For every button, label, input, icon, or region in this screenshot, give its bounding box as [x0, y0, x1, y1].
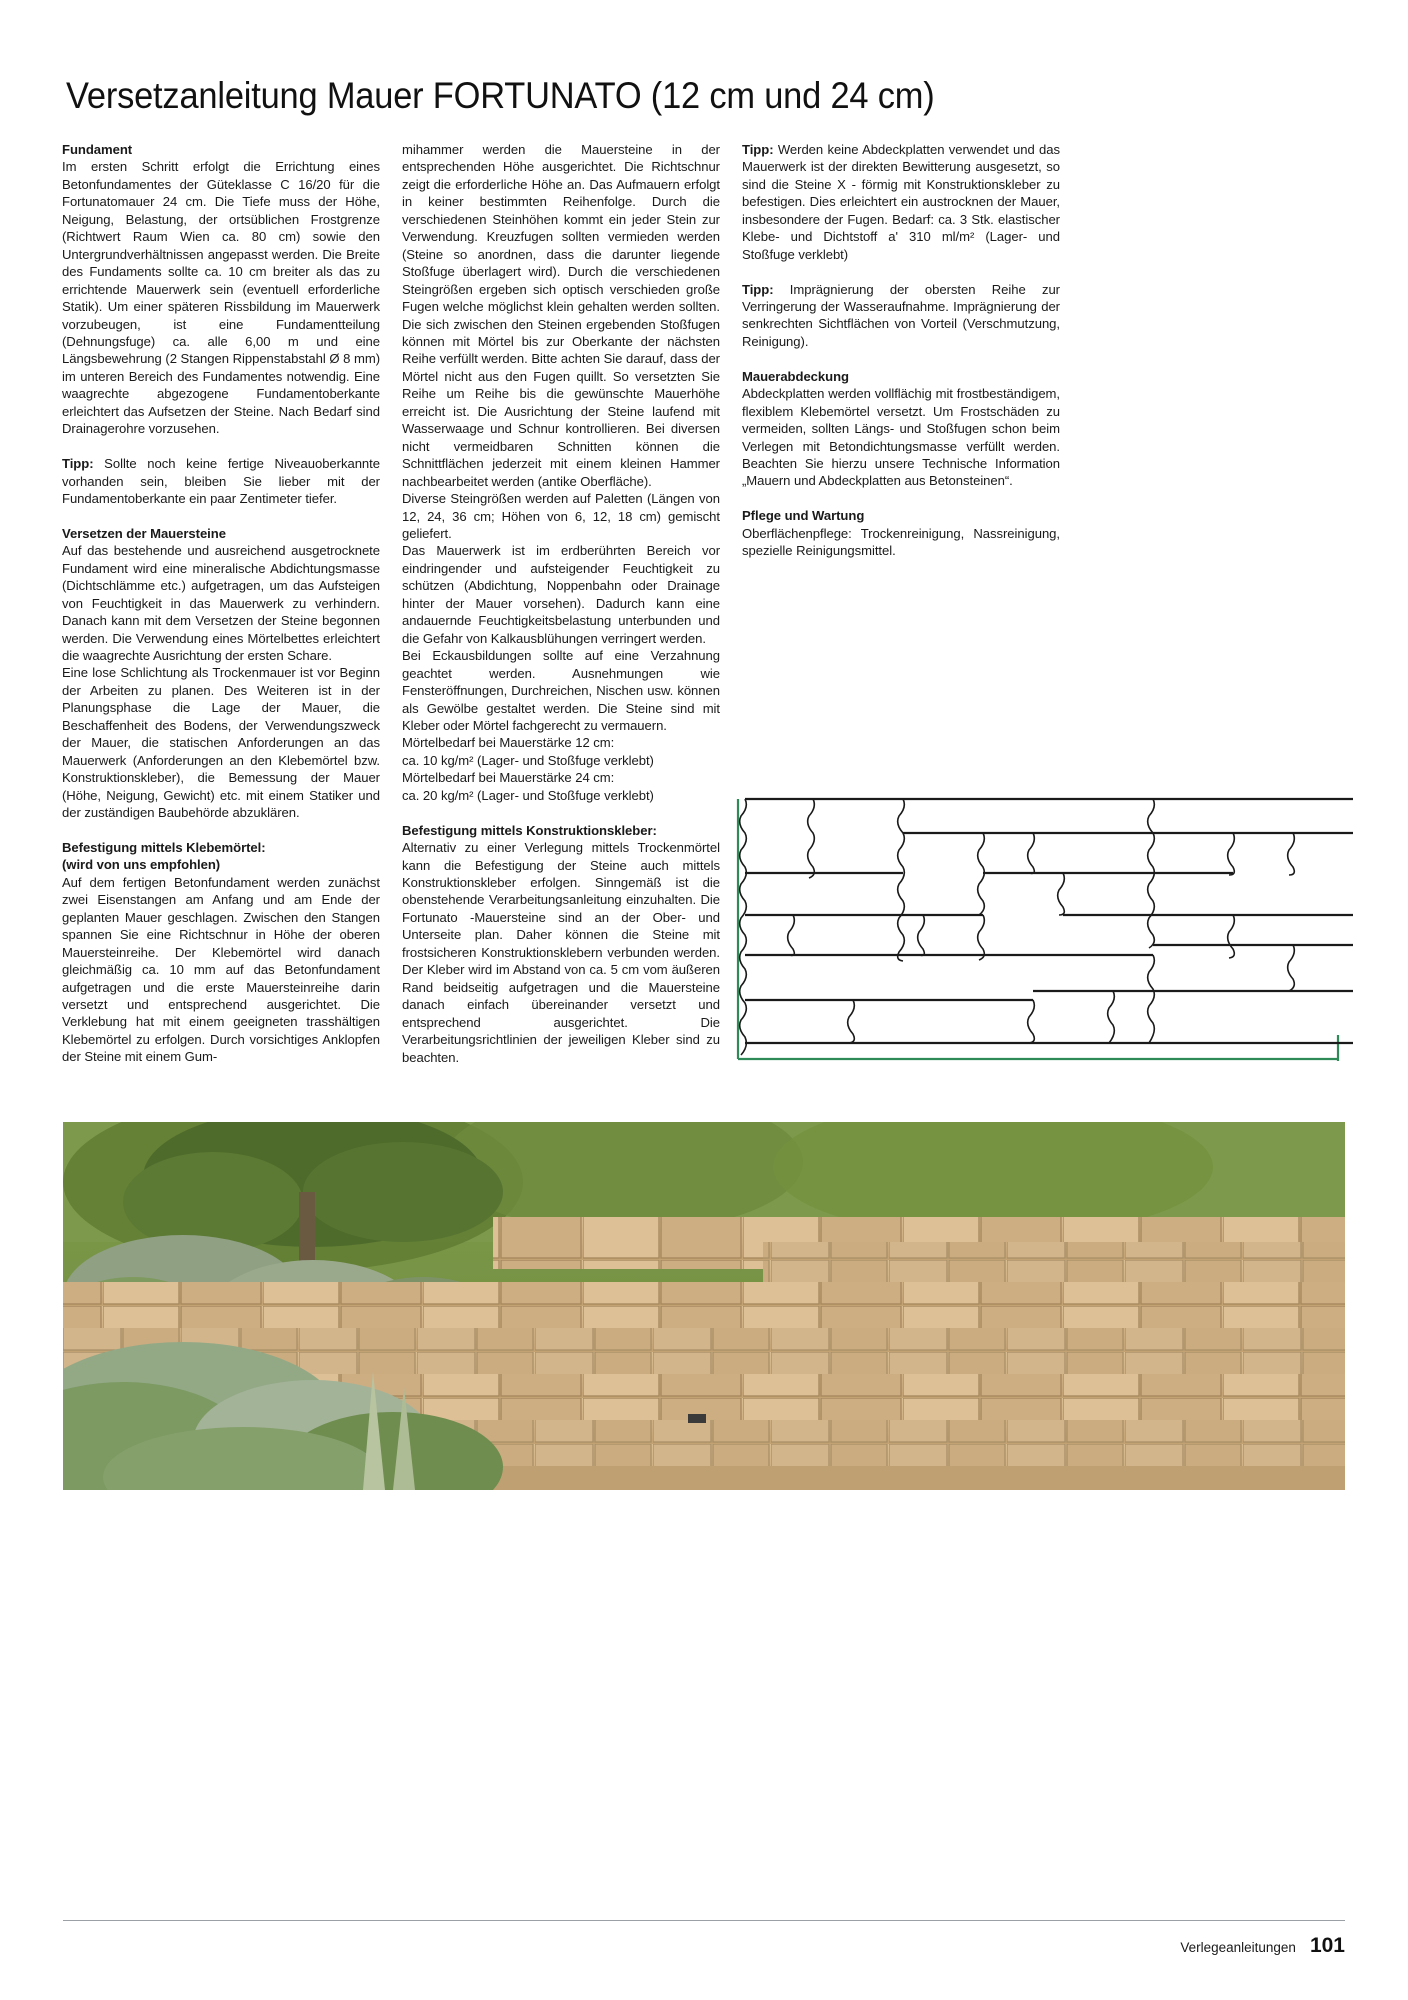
paragraph-konstruktionskleber: Alternativ zu einer Verlegung mittels Trockenmörtel kann die Befestigung der Steine auch mittels Konstruktionskleber erfolgen. Sinngemäß ist die obenstehende Verarbeitungsanleitung einzuhalten. Die Fortunato -Mauersteine sind an der Ober- und Unterseite plan. Daher können die Steine mit frostsicheren Konstruktionsklebern verbunden werden. Der Kleber wird im Abstand von ca. 5 cm vom äußeren Rand beidseitig aufgetragen und die Mauersteine danach einfach übereinander versetzt und entsprechend ausgerichtet. Die Verarbeitungsrichtlinien der jeweiligen Kleber sind zu beachten.	[402, 840, 720, 1065]
heading-versetzen-der-mauersteine: Versetzen der Mauersteine	[62, 525, 226, 541]
footer-page-number: 101	[1309, 1934, 1345, 1957]
paragraph-steingroessen: Diverse Steingrößen werden auf Paletten (Längen von 12, 24, 36 cm; Höhen von 6, 12, 18 cm) gemischt geliefert.	[402, 491, 720, 541]
paragraph-spacer	[742, 490, 1060, 507]
wall-bond-svg	[733, 795, 1353, 1065]
wall-bond-diagram	[733, 795, 1353, 1065]
heading-fundament: Fundament	[62, 142, 133, 157]
diagram-course-lines	[745, 799, 1353, 1043]
column-1	[62, 141, 380, 1066]
tip-niveauoberkante	[62, 455, 380, 507]
paragraph-moertelbedarf-24-value: ca. 20 kg/m² (Lager- und Stoßfuge verklebt)	[402, 787, 654, 803]
tip-label: Tipp:	[742, 142, 774, 157]
paragraph-klebemoertel: Auf dem fertigen Betonfundament werden zunächst zwei Eisenstangen am Anfang und am Ende der geplanten Mauer geschlagen. Zwischen den Stangen spannen Sie eine Richtschnur in Höhe der oberen Mauersteinreihe. Der Klebemörtel wird danach gleichmäßig ca. 10 mm auf das Betonfundament aufgetragen und die erste Mauersteinreihe darin versetzt und entsprechend ausgerichtet. Die Verklebung hat mit einem geeigneten trasshältigen Klebemörtel zu erfolgen. Durch vorsichtiges Anklopfen der Steine mit einem Gum-	[62, 874, 380, 1065]
paragraph-spacer	[402, 804, 720, 821]
heading-klebemoertel-line1: Befestigung mittels Klebemörtel:	[62, 839, 266, 855]
paragraph-spacer	[62, 822, 380, 839]
diagram-green-guides	[738, 799, 1338, 1061]
page-footer	[63, 1934, 1345, 1958]
paragraph-moertelbedarf-12-label: Mörtelbedarf bei Mauerstärke 12 cm:	[402, 735, 615, 751]
heading-pflege-und-wartung: Pflege und Wartung	[742, 508, 865, 524]
paragraph-versetzen-1: Auf das bestehende und ausreichend ausgetrocknete Fundament wird eine mineralische Abdichtungsmasse (Dichtschlämme etc.) aufgetragen, um das Aufsteigen von Feuchtigkeit in das Mauerwerk zu verhindern. Danach kann mit dem Versetzen der Steine begonnen werden. Die Verwendung eines Mörtelbettes erleichtert die waagrechte Ausrichtung der ersten Schare.	[62, 543, 380, 664]
diagram-head-joints	[740, 799, 1295, 1055]
heading-klebemoertel-line2: (wird von uns empfohlen)	[62, 857, 221, 873]
paragraph-eckausbildungen: Bei Eckausbildungen sollte auf eine Verzahnung geachtet werden. Ausnehmungen wie Fensteröffnungen, Durchreichen, Nischen usw. können als Gewölbe gestaltet werden. Die Steine sind mit Kleber oder Mörtel fachgerecht zu vermauern.	[402, 648, 720, 733]
paragraph-spacer	[62, 438, 380, 455]
paragraph-pflege: Oberflächenpflege: Trockenreinigung, Nassreinigung, spezielle Reinigungsmittel.	[742, 525, 1060, 559]
tip-text: Werden keine Abdeckplatten verwendet und das Mauerwerk ist der direkten Bewitterung ausgesetzt, so sind die Steine X - förmig mit Konstruktionskleber zu befestigen. Dies erleichtert ein austrocknen der Mauer, insbesondere der Fugen. Bedarf: ca. 3 Stk. elastischer Klebe- und Dichtstoff a' 310 ml/m² (Lager- und Stoßfuge verklebt)	[742, 142, 1060, 262]
paragraph-versetzen-2: Eine lose Schlichtung als Trockenmauer ist vor Beginn der Arbeiten zu planen. Des Weiteren ist in der Planungsphase die Lage der Mauer, die Beschaffenheit des Bodens, der Verwendungszweck der Mauer, die statischen Anforderungen an das Mauerwerk (Anforderungen an den Klebemörtel bzw. Konstruktionskleber), die Bemessung der Mauer (Höhe, Neigung, Gewicht) etc. mit einem Statiker und der zuständigen Baubehörde abzuklären.	[62, 665, 380, 821]
paragraph-moertelbedarf-12-value: ca. 10 kg/m² (Lager- und Stoßfuge verklebt)	[402, 752, 654, 768]
heading-mauerabdeckung: Mauerabdeckung	[742, 368, 849, 384]
page-title: Versetzanleitung Mauer FORTUNATO (12 cm und 24 cm)	[66, 74, 935, 116]
paragraph-moertelbedarf-24-label: Mörtelbedarf bei Mauerstärke 24 cm:	[402, 770, 615, 786]
tip-label: Tipp:	[62, 456, 94, 472]
footer-divider	[63, 1920, 1345, 1921]
tip-text: Imprägnierung der obersten Reihe zur Verringerung der Wasseraufnahme. Imprägnierung der senkrechten Sichtflächen von Vorteil (Verschmutzung, Reinigung).	[742, 281, 1060, 349]
column-2	[402, 141, 720, 1066]
paragraph-spacer	[742, 350, 1060, 367]
paragraph-fundament: Im ersten Schritt erfolgt die Errichtung eines Betonfundamentes der Güteklasse C 16/20 für die Fortunatomauer 24 cm. Die Tiefe muss der Höhe, Neigung, Belastung, der ortsüblichen Frostgrenze (Richtwert Raum Wien ca. 80 cm) sowie den Untergrundverhältnissen angepasst werden. Die Breite des Fundaments sollte ca. 10 cm breiter als das zu errichtende Mauerwerk sein (eventuell erforderliche Statik). Um einer späteren Rissbildung im Mauerwerk vorzubeugen, ist eine Fundamentteilung (Dehnungsfuge) ca. alle 6,00 m und eine Längsbewehrung (2 Stangen Rippenstabstahl Ø 8 mm) im unteren Bereich des Fundamentes notwendig. Eine waagrechte abgezogene Fundamentoberkante erleichtert das Aufsetzen der Steine. Nach Bedarf sind Drainagerohre vorzusehen.	[62, 159, 380, 437]
wall-photo-svg	[63, 1122, 1345, 1490]
tip-text: Sollte noch keine fertige Niveauoberkannte vorhanden sein, bleiben Sie lieber mit der Fundamentoberkante ein paar Zentimeter tiefer.	[62, 456, 380, 506]
paragraph-ausrichten: mihammer werden die Mauersteine in der entsprechenden Höhe ausgerichtet. Die Richtschnur zeigt die erforderliche Höhe an. Das Aufmauern erfolgt in keiner bestimmten Reihenfolge. Durch die verschiedenen Steinhöhen kommt ein jeder Stein zur Verwendung. Kreuzfugen sollten vermieden werden (Steine so anordnen, dass die darunter liegende Stoßfuge überlagert wird). Durch die verschiedenen Steingrößen ergeben sich optisch verschieden große Fugen welche möglichst klein gehalten werden sollten. Die sich zwischen den Steinen ergebenden Stoßfugen können mit Mörtel bis zur Oberkante der nächsten Reihe verfüllt werden. Bitte achten Sie darauf, dass der Mörtel nicht aus den Fugen quillt. So versetzten Sie Reihe um Reihe bis die gewünschte Mauerhöhe erreicht ist. Die Ausrichtung der Steine laufend mit Wasserwaage und Schnur kontrollieren. Bei diversen nicht vermeidbaren Schnitten können die Schnittflächen jederzeit mit einem kleinen Hammer nachbearbeitet werden (antike Oberfläche).	[402, 142, 720, 489]
paragraph-spacer	[62, 507, 380, 524]
paragraph-feuchtigkeitsschutz: Das Mauerwerk ist im erdberührten Bereich vor eindringender und aufsteigender Feuchtigkeit zu schützen (Abdichtung, Noppenbahn oder Drainage hinter der Mauer vorsehen). Dadurch kann eine andauernde Feuchtigkeitsbelastung unterbunden und die Gefahr von Kalkausblühungen verringert werden.	[402, 543, 720, 646]
tip-label: Tipp:	[742, 281, 774, 297]
paragraph-mauerabdeckung: Abdeckplatten werden vollflächig mit frostbeständigem, flexiblem Klebemörtel versetzt. Um Frostschäden zu vermeiden, sollten Längs- und Stoßfugen schon beim Verlegen mit Betondichtungsmasse verfüllt werden. Beachten Sie hierzu unsere Technische Information „Mauern und Abdeckplatten aus Betonsteinen“.	[742, 386, 1060, 489]
tip-impraegnierung	[742, 281, 1060, 351]
tip-abdeckplatten	[742, 141, 1060, 263]
wall-photo	[63, 1122, 1345, 1490]
footer-section-label: Verlegeanleitungen	[1180, 1940, 1296, 1955]
heading-konstruktionskleber: Befestigung mittels Konstruktionskleber:	[402, 822, 657, 838]
paragraph-spacer	[742, 263, 1060, 280]
